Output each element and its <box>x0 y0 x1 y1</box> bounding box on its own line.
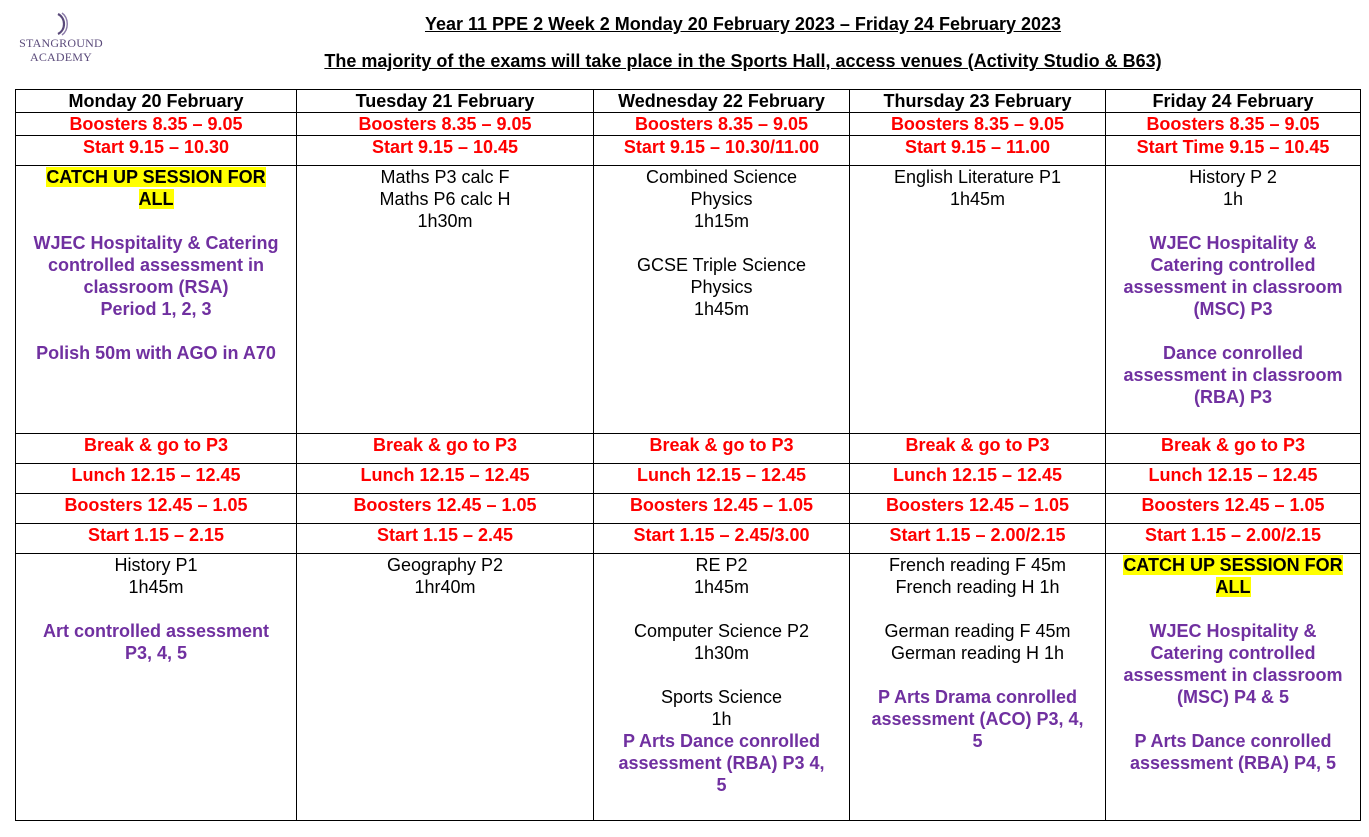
lunch-cell: Lunch 12.15 – 12.45 <box>1106 464 1361 494</box>
start-pm-cell: Start 1.15 – 2.00/2.15 <box>1106 524 1361 554</box>
boosters-pm-cell: Boosters 12.45 – 1.05 <box>850 494 1106 524</box>
assessment-note: WJEC Hospitality & Catering controlled assessment in classroom (MSC) P4 & 5 <box>1123 621 1343 707</box>
break-cell: Break & go to P3 <box>16 434 297 464</box>
exam-entry: Combined Science Physics 1h15m <box>645 167 798 231</box>
day-header: Monday 20 February <box>16 90 297 113</box>
morning-exams-cell <box>297 166 594 434</box>
exam-entry: History P1 1h45m <box>114 555 198 597</box>
exam-entry: RE P2 1h45m <box>693 555 750 597</box>
boosters-am-cell: Boosters 8.35 – 9.05 <box>297 113 594 136</box>
boosters-am-cell: Boosters 8.35 – 9.05 <box>850 113 1106 136</box>
boosters-pm-row <box>16 494 1361 524</box>
exam-entry: History P 2 1h <box>1189 167 1277 209</box>
lunch-cell: Lunch 12.15 – 12.45 <box>594 464 850 494</box>
assessment-note: Polish 50m with AGO in A70 <box>36 343 276 363</box>
boosters-pm-cell: Boosters 12.45 – 1.05 <box>594 494 850 524</box>
start-am-cell: Start 9.15 – 10.30 <box>16 136 297 166</box>
boosters-am-cell: Boosters 8.35 – 9.05 <box>594 113 850 136</box>
start-am-cell: Start 9.15 – 10.30/11.00 <box>594 136 850 166</box>
start-pm-cell: Start 1.15 – 2.45 <box>297 524 594 554</box>
page-title: Year 11 PPE 2 Week 2 Monday 20 February 2023 – Friday 24 February 2023 <box>424 14 1062 34</box>
start-am-cell: Start 9.15 – 11.00 <box>850 136 1106 166</box>
assessment-note: WJEC Hospitality & Catering controlled assessment in classroom (RSA) Period 1, 2, 3 <box>33 233 279 319</box>
morning-exams-cell <box>16 166 297 434</box>
boosters-am-cell: Boosters 8.35 – 9.05 <box>1106 113 1361 136</box>
logo-line-1: STANGROUND <box>19 36 103 50</box>
afternoon-exams-cell <box>850 554 1106 821</box>
exam-entry: Maths P3 calc F Maths P6 calc H 1h30m <box>379 167 511 231</box>
break-cell: Break & go to P3 <box>594 434 850 464</box>
page-subtitle: The majority of the exams will take place in the Sports Hall, access venues (Activity Studio & B63) <box>324 51 1162 71</box>
boosters-am-row <box>16 113 1361 136</box>
afternoon-exams-cell <box>1106 554 1361 821</box>
start-pm-cell: Start 1.15 – 2.00/2.15 <box>850 524 1106 554</box>
exam-entry: Sports Science 1h <box>660 687 783 729</box>
exam-entry: German reading F 45m German reading H 1h <box>884 621 1071 663</box>
assessment-note: Art controlled assessment P3, 4, 5 <box>42 621 270 663</box>
day-header: Thursday 23 February <box>850 90 1106 113</box>
morning-exams-cell <box>1106 166 1361 434</box>
boosters-pm-cell: Boosters 12.45 – 1.05 <box>297 494 594 524</box>
catch-up-highlight: CATCH UP SESSION FOR ALL <box>46 167 266 209</box>
assessment-note: WJEC Hospitality & Catering controlled assessment in classroom (MSC) P3 <box>1123 233 1343 319</box>
morning-exams-row <box>16 166 1361 434</box>
exam-entry: GCSE Triple Science Physics 1h45m <box>636 255 807 319</box>
day-header: Wednesday 22 February <box>594 90 850 113</box>
boosters-pm-cell: Boosters 12.45 – 1.05 <box>16 494 297 524</box>
lunch-row <box>16 464 1361 494</box>
catch-up-highlight: CATCH UP SESSION FOR ALL <box>1123 555 1343 597</box>
start-pm-cell: Start 1.15 – 2.45/3.00 <box>594 524 850 554</box>
morning-exams-cell <box>850 166 1106 434</box>
exam-timetable <box>15 89 1361 821</box>
day-header: Friday 24 February <box>1106 90 1361 113</box>
lunch-cell: Lunch 12.15 – 12.45 <box>850 464 1106 494</box>
morning-exams-cell <box>594 166 850 434</box>
start-am-cell: Start 9.15 – 10.45 <box>297 136 594 166</box>
assessment-note: P Arts Drama conrolled assessment (ACO) P3, 4, 5 <box>871 687 1084 751</box>
assessment-note: P Arts Dance conrolled assessment (RBA) P4, 5 <box>1129 731 1337 773</box>
start-pm-row <box>16 524 1361 554</box>
afternoon-exams-cell <box>594 554 850 821</box>
afternoon-exams-cell <box>297 554 594 821</box>
exam-entry: English Literature P1 1h45m <box>893 167 1062 209</box>
start-am-cell: Start Time 9.15 – 10.45 <box>1106 136 1361 166</box>
break-cell: Break & go to P3 <box>297 434 594 464</box>
start-pm-cell: Start 1.15 – 2.15 <box>16 524 297 554</box>
boosters-pm-cell: Boosters 12.45 – 1.05 <box>1106 494 1361 524</box>
header-row <box>16 90 1361 113</box>
assessment-note: Dance conrolled assessment in classroom (RBA) P3 <box>1123 343 1343 407</box>
start-am-row <box>16 136 1361 166</box>
exam-entry: French reading F 45m French reading H 1h <box>888 555 1067 597</box>
break-row <box>16 434 1361 464</box>
exam-entry: Geography P2 1hr40m <box>386 555 504 597</box>
exam-entry: Computer Science P2 1h30m <box>633 621 810 663</box>
break-cell: Break & go to P3 <box>1106 434 1361 464</box>
day-header: Tuesday 21 February <box>297 90 594 113</box>
afternoon-exams-cell <box>16 554 297 821</box>
lunch-cell: Lunch 12.15 – 12.45 <box>16 464 297 494</box>
assessment-note: P Arts Dance conrolled assessment (RBA) P3 4, 5 <box>618 731 825 795</box>
afternoon-exams-row <box>16 554 1361 821</box>
break-cell: Break & go to P3 <box>850 434 1106 464</box>
logo-line-2: ACADEMY <box>29 50 93 64</box>
boosters-am-cell: Boosters 8.35 – 9.05 <box>16 113 297 136</box>
lunch-cell: Lunch 12.15 – 12.45 <box>297 464 594 494</box>
